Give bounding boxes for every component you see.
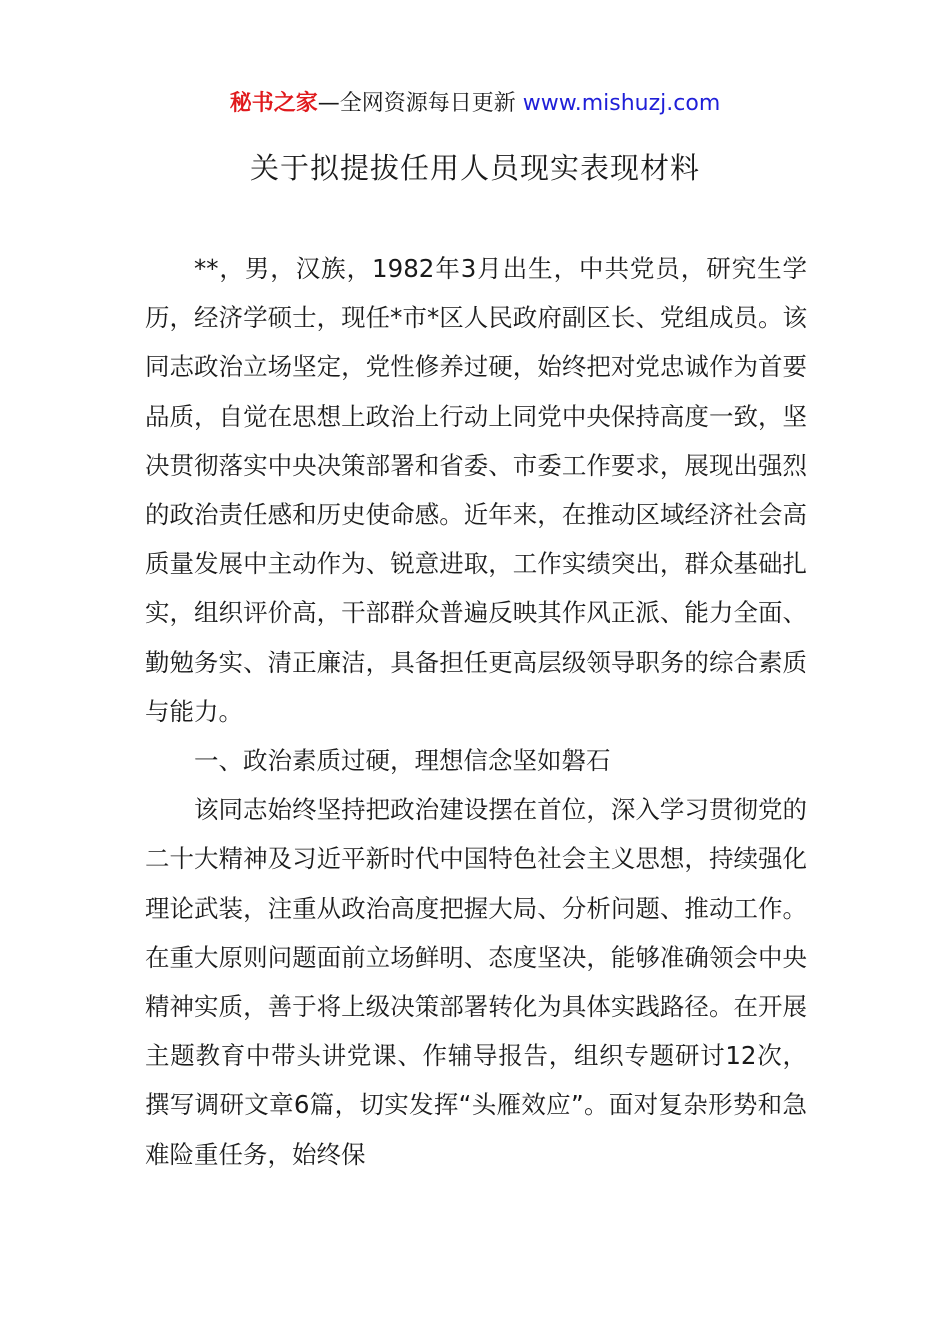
site-tagline: —全网资源每日更新 xyxy=(317,91,523,116)
document-title: 关于拟提拔任用人员现实表现材料 xyxy=(249,151,700,185)
section-paragraph: 该同志始终坚持把政治建设摆在首位，深入学习贯彻党的二十大精神及习近平新时代中国特色社会主义思想，持续强化理论武装，注重从政治高度把握大局、分析问题、推动工作。在重大原则问题面前立场鲜明、态度坚决，能够准确领会中央精神实质，善于将上级决策部署转化为具体实践路径。在开展主题教育中带头讲党课、作辅导报告，组织专题研讨12次，撰写调研文章6篇，切实发挥“头雁效应”。面对复杂形势和急难险重任务，始终保 xyxy=(145,795,807,1169)
site-url[interactable]: www.mishuzj.com xyxy=(522,91,721,116)
section-heading: 一、政治素质过硬，理想信念坚如磐石 xyxy=(194,746,611,776)
document-body xyxy=(145,244,807,1179)
site-header xyxy=(0,88,950,120)
site-brand: 秘书之家 xyxy=(229,91,318,116)
intro-paragraph: **，男，汉族，1982年3月出生，中共党员，研究生学历，经济学硕士，现任*市*区人民政府副区长、党组成员。该同志政治立场坚定，党性修养过硬，始终把对党忠诚作为首要品质，自觉在思想上政治上行动上同党中央保持高度一致，坚决贯彻落实中央决策部署和省委、市委工作要求，展现出强烈的政治责任感和历史使命感。近年来，在推动区域经济社会高质量发展中主动作为、锐意进取，工作实绩突出，群众基础扎实，组织评价高，干部群众普遍反映其作风正派、能力全面、勤勉务实、清正廉洁，具备担任更高层级领导职务的综合素质与能力。 xyxy=(145,254,807,726)
